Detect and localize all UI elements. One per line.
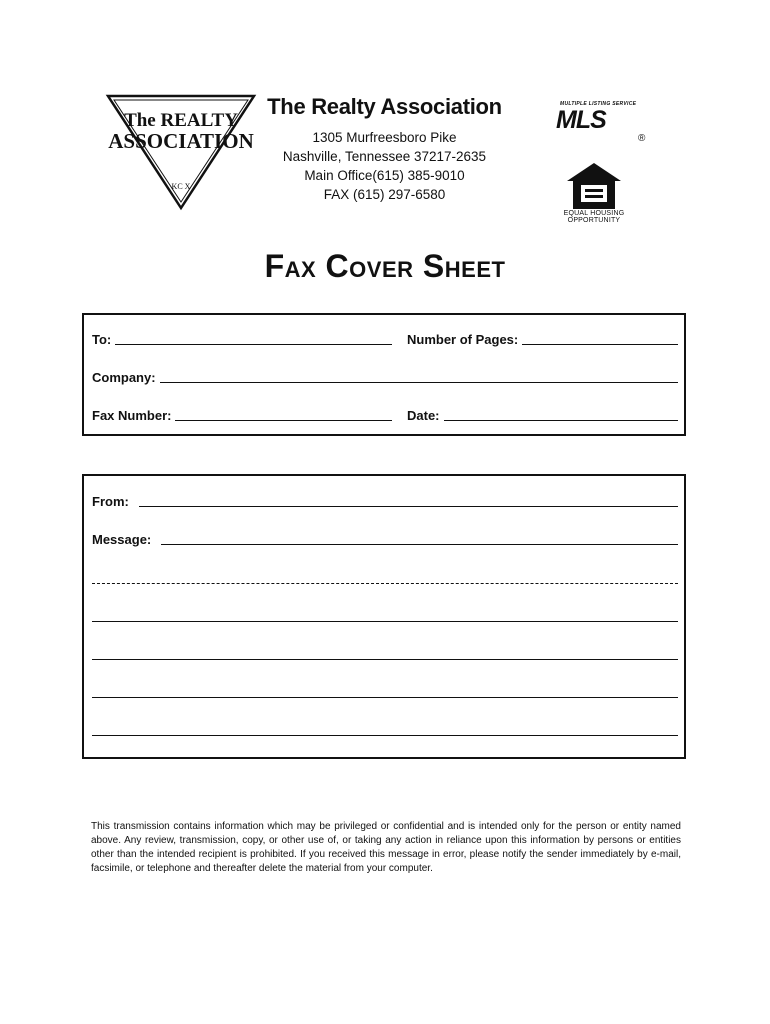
to-line[interactable]: [115, 343, 392, 345]
equal-housing-icon: [565, 161, 623, 211]
message-rule[interactable]: [92, 697, 678, 698]
page-title: Fax Cover Sheet: [264, 248, 506, 284]
equal-housing-caption: [556, 210, 632, 224]
fax-line: FAX (615) 297-6580: [323, 187, 446, 202]
fax-number-label: Fax Number:: [92, 408, 172, 423]
address-line: Nashville, Tennessee 37217-2635: [282, 149, 487, 164]
fax-number-line[interactable]: [175, 419, 392, 421]
organization-block: [262, 94, 507, 204]
pages-line[interactable]: [522, 343, 678, 345]
mls-logo: MLS: [556, 106, 606, 134]
message-rule[interactable]: [92, 735, 678, 736]
logo-mark: KC X: [171, 182, 191, 191]
equal-housing-caption-line: EQUAL HOUSING: [563, 210, 625, 217]
date-field[interactable]: [407, 408, 678, 423]
address-line: 1305 Murfreesboro Pike: [312, 130, 457, 145]
date-line[interactable]: [444, 419, 678, 421]
message-rule[interactable]: [92, 583, 678, 584]
from-field[interactable]: [92, 494, 678, 509]
message-line[interactable]: [161, 543, 678, 545]
message-field[interactable]: [92, 532, 678, 547]
phone-line: Main Office(615) 385-9010: [304, 168, 465, 183]
message-label: Message:: [92, 532, 152, 547]
sender-section: [82, 474, 686, 759]
logo-line1: The REALTY: [124, 110, 238, 131]
logo-line2: ASSOCIATION: [108, 129, 254, 153]
date-label: Date:: [407, 408, 440, 423]
realty-association-logo: [104, 92, 258, 212]
fax-number-field[interactable]: [92, 408, 392, 423]
message-rule[interactable]: [92, 621, 678, 622]
company-field[interactable]: [92, 370, 678, 385]
registered-mark: ®: [638, 133, 646, 144]
pages-label: Number of Pages:: [407, 332, 519, 347]
company-label: Company:: [92, 370, 156, 385]
to-label: To:: [92, 332, 112, 347]
number-of-pages-field[interactable]: [407, 332, 678, 347]
confidentiality-disclaimer: This transmission contains information which may be privileged or confidential and is intended only for the person or entity named above. Any review, transmission, copy, or other use of, or taking any action in reliance upon this information by persons or entities other than the intended recipient is prohibited. If you received this message in error, please notify the sender immediately by e-mail, facsimile, or telephone and thereafter delete the material from your computer.: [91, 821, 681, 874]
from-line[interactable]: [139, 505, 678, 507]
to-field[interactable]: [92, 332, 392, 347]
recipient-section: [82, 313, 686, 436]
equal-housing-caption-line: OPPORTUNITY: [567, 217, 621, 224]
from-label: From:: [92, 494, 129, 509]
message-rule[interactable]: [92, 659, 678, 660]
company-line[interactable]: [160, 381, 678, 383]
mls-caption: MULTIPLE LISTING SERVICE: [560, 101, 637, 107]
organization-name: The Realty Association: [267, 94, 502, 119]
